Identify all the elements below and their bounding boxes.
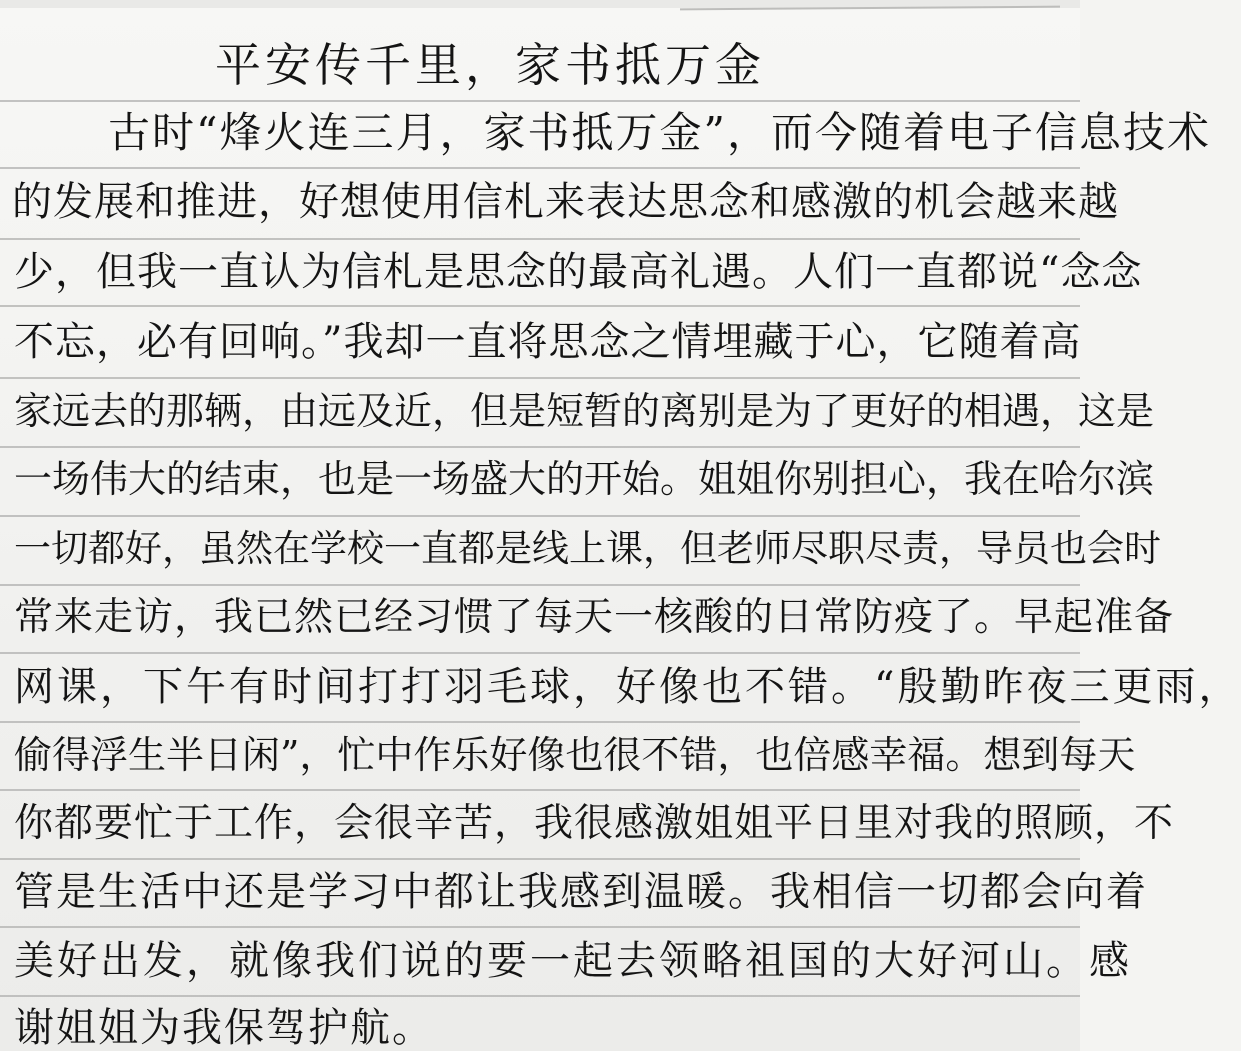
ruled-line: [0, 858, 1080, 860]
ruled-line: [0, 926, 1080, 928]
letter-line: 的发展和推进，好想使用信札来表达思念和感激的机会越来越: [12, 179, 1119, 225]
ruled-line: [0, 377, 1080, 379]
ruled-line: [0, 584, 1080, 586]
letter-line: 古时“烽火连三月，家书抵万金”，而今随着电子信息技术: [108, 108, 1211, 157]
ruled-line: [0, 238, 1080, 240]
ruled-line: [0, 995, 1080, 997]
ruled-line: [0, 446, 1080, 448]
letter-line: 家远去的那辆，由远及近，但是短暂的离别是为了更好的相遇，这是: [14, 389, 1155, 433]
letter-line: 少，但我一直认为信札是思念的最高礼遇。人们一直都说“念念: [14, 249, 1143, 295]
letter-line: 一切都好，虽然在学校一直都是线上课，但老师尽职尽责，导员也会时: [14, 527, 1161, 570]
ruled-line: [0, 305, 1080, 307]
letter-line: 不忘，必有回响。”我却一直将思念之情埋藏于心，它随着高: [14, 319, 1082, 365]
letter-line: 偷得浮生半日闲”，忙中作乐好像也很不错，也倍感幸福。想到每天: [14, 733, 1136, 777]
letter-line: 一场伟大的结束，也是一场盛大的开始。姐姐你别担心，我在哈尔滨: [14, 457, 1155, 501]
ruled-line: [0, 789, 1080, 791]
ruled-line: [0, 721, 1080, 723]
letter-line: 常来走访，我已然已经习惯了每天一核酸的日常防疫了。早起准备: [14, 595, 1175, 640]
ruled-line: [0, 652, 1080, 654]
letter-line: 管是生活中还是学习中都让我感到温暖。我相信一切都会向着: [14, 869, 1148, 915]
letter-line: 美好出发，就像我们说的要一起去领略祖国的大好河山。感: [14, 938, 1132, 984]
letter-line: 你都要忙于工作，会很辛苦，我很感激姐姐平日里对我的照顾，不: [14, 801, 1175, 846]
letter-line: 谢姐姐为我保驾护航。: [14, 1005, 434, 1051]
ruled-line: [0, 100, 1080, 102]
ruled-line: [0, 515, 1080, 517]
ruled-line: [0, 167, 1080, 169]
letter-line: 网课，下午有时间打打羽毛球，好像也不错。“殷勤昨夜三更雨，: [14, 664, 1241, 710]
letter-title: 平安传千里，家书抵万金: [215, 38, 765, 92]
